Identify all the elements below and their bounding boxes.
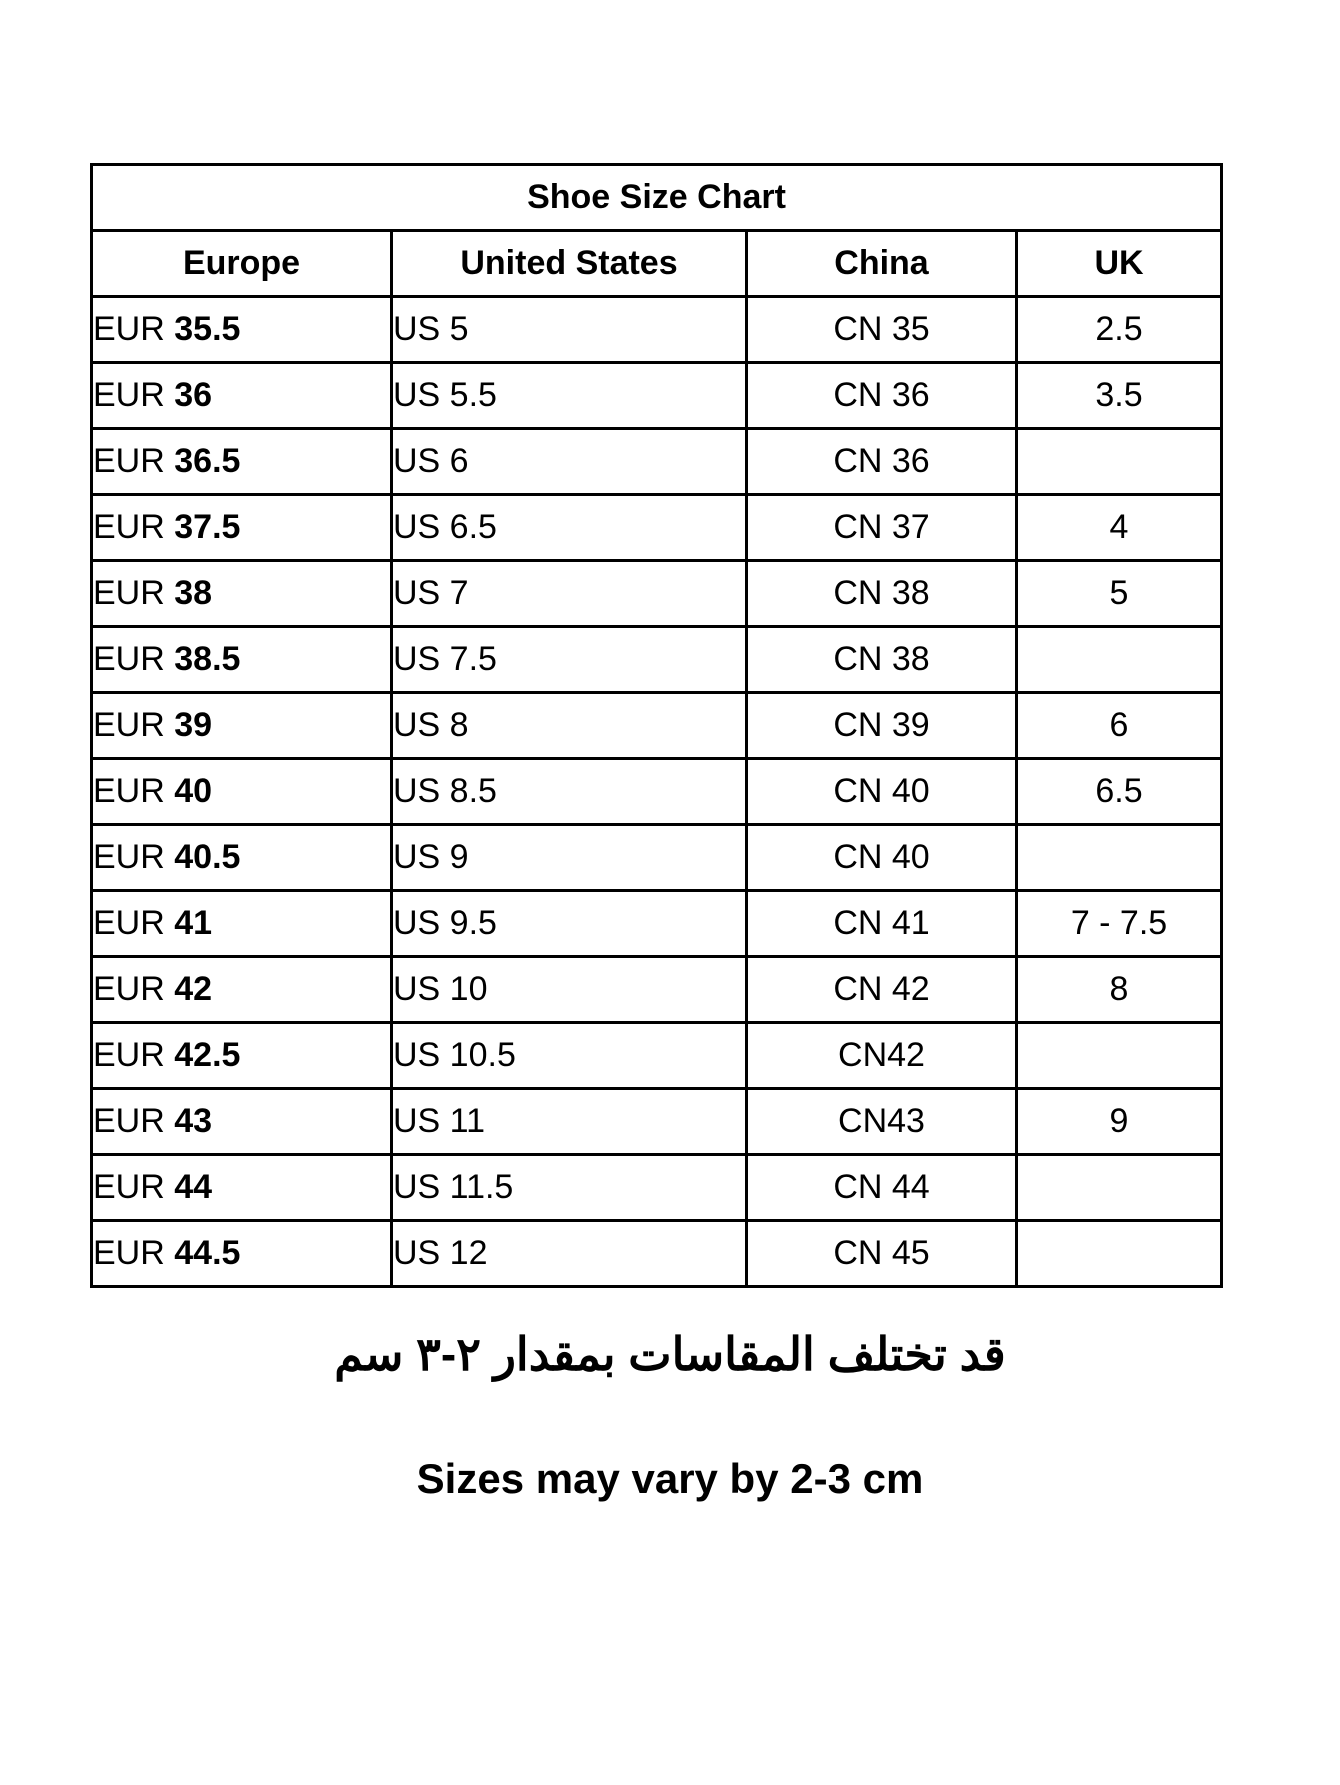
cell-europe	[92, 825, 392, 891]
table-row	[92, 297, 1222, 363]
table-body	[92, 297, 1222, 1287]
shoe-size-table	[90, 163, 1223, 1288]
europe-size: 36	[174, 376, 213, 414]
cell-cn: CN 41	[747, 891, 1017, 957]
table-row	[92, 561, 1222, 627]
europe-prefix: EUR	[93, 1102, 165, 1140]
cell-cn: CN42	[747, 1023, 1017, 1089]
europe-size: 38	[174, 574, 213, 612]
europe-size: 41	[174, 904, 213, 942]
cell-europe	[92, 1155, 392, 1221]
table-row	[92, 1089, 1222, 1155]
europe-size: 40.5	[174, 838, 241, 876]
cell-europe	[92, 561, 392, 627]
cell-cn: CN 38	[747, 627, 1017, 693]
cell-uk	[1017, 825, 1222, 891]
cell-uk: 9	[1017, 1089, 1222, 1155]
cell-us: US 9	[392, 825, 747, 891]
europe-size: 39	[174, 706, 213, 744]
cell-uk	[1017, 429, 1222, 495]
europe-prefix: EUR	[93, 706, 165, 744]
cell-europe	[92, 693, 392, 759]
table-row	[92, 495, 1222, 561]
table-header-row	[92, 231, 1222, 297]
cell-cn: CN 36	[747, 363, 1017, 429]
cell-europe	[92, 759, 392, 825]
europe-size: 37.5	[174, 508, 241, 546]
europe-prefix: EUR	[93, 640, 165, 678]
size-chart-container	[90, 163, 1220, 1288]
table-row	[92, 957, 1222, 1023]
cell-europe	[92, 363, 392, 429]
column-header-europe: Europe	[92, 231, 392, 297]
europe-prefix: EUR	[93, 1036, 165, 1074]
europe-size: 35.5	[174, 310, 241, 348]
europe-prefix: EUR	[93, 574, 165, 612]
cell-us: US 8	[392, 693, 747, 759]
europe-prefix: EUR	[93, 310, 165, 348]
chart-title: Shoe Size Chart	[92, 165, 1222, 231]
cell-uk	[1017, 1155, 1222, 1221]
cell-us: US 6.5	[392, 495, 747, 561]
cell-uk: 7 - 7.5	[1017, 891, 1222, 957]
note-english: Sizes may vary by 2-3 cm	[416, 1455, 924, 1502]
table-row	[92, 363, 1222, 429]
cell-cn: CN 37	[747, 495, 1017, 561]
cell-us: US 8.5	[392, 759, 747, 825]
cell-europe	[92, 957, 392, 1023]
table-row	[92, 1023, 1222, 1089]
europe-size: 44.5	[174, 1234, 241, 1272]
cell-us: US 5.5	[392, 363, 747, 429]
column-header-uk: UK	[1017, 231, 1222, 297]
cell-us: US 9.5	[392, 891, 747, 957]
cell-uk: 5	[1017, 561, 1222, 627]
table-row	[92, 1221, 1222, 1287]
cell-us: US 12	[392, 1221, 747, 1287]
cell-cn: CN 36	[747, 429, 1017, 495]
cell-uk	[1017, 1023, 1222, 1089]
cell-europe	[92, 429, 392, 495]
cell-us: US 10	[392, 957, 747, 1023]
cell-uk: 2.5	[1017, 297, 1222, 363]
europe-prefix: EUR	[93, 508, 165, 546]
europe-prefix: EUR	[93, 1234, 165, 1272]
table-row	[92, 759, 1222, 825]
cell-uk: 6	[1017, 693, 1222, 759]
cell-cn: CN 45	[747, 1221, 1017, 1287]
europe-size: 40	[174, 772, 213, 810]
cell-us: US 11	[392, 1089, 747, 1155]
cell-us: US 5	[392, 297, 747, 363]
table-row	[92, 627, 1222, 693]
cell-europe	[92, 495, 392, 561]
cell-uk	[1017, 627, 1222, 693]
cell-europe	[92, 627, 392, 693]
europe-prefix: EUR	[93, 772, 165, 810]
europe-prefix: EUR	[93, 1168, 165, 1206]
table-row	[92, 891, 1222, 957]
column-header-united-states: United States	[392, 231, 747, 297]
cell-europe	[92, 297, 392, 363]
cell-cn: CN 40	[747, 759, 1017, 825]
cell-uk: 8	[1017, 957, 1222, 1023]
cell-cn: CN 35	[747, 297, 1017, 363]
cell-uk: 3.5	[1017, 363, 1222, 429]
cell-europe	[92, 1221, 392, 1287]
table-row	[92, 693, 1222, 759]
cell-uk: 6.5	[1017, 759, 1222, 825]
europe-size: 43	[174, 1102, 213, 1140]
europe-size: 38.5	[174, 640, 241, 678]
cell-europe	[92, 1089, 392, 1155]
cell-cn: CN 39	[747, 693, 1017, 759]
table-row	[92, 1155, 1222, 1221]
europe-prefix: EUR	[93, 376, 165, 414]
table-row	[92, 429, 1222, 495]
table-head	[92, 165, 1222, 297]
table-row	[92, 825, 1222, 891]
europe-size: 36.5	[174, 442, 241, 480]
note-arabic: قد تختلف المقاسات بمقدار ٢-٣ سم	[334, 1328, 1006, 1380]
europe-size: 42.5	[174, 1036, 241, 1074]
cell-us: US 7.5	[392, 627, 747, 693]
column-header-china: China	[747, 231, 1017, 297]
cell-us: US 6	[392, 429, 747, 495]
cell-europe	[92, 1023, 392, 1089]
cell-cn: CN43	[747, 1089, 1017, 1155]
cell-us: US 11.5	[392, 1155, 747, 1221]
cell-europe	[92, 891, 392, 957]
cell-cn: CN 38	[747, 561, 1017, 627]
cell-uk	[1017, 1221, 1222, 1287]
cell-us: US 10.5	[392, 1023, 747, 1089]
cell-us: US 7	[392, 561, 747, 627]
europe-prefix: EUR	[93, 970, 165, 1008]
cell-cn: CN 40	[747, 825, 1017, 891]
europe-size: 44	[174, 1168, 213, 1206]
europe-size: 42	[174, 970, 213, 1008]
europe-prefix: EUR	[93, 838, 165, 876]
cell-uk: 4	[1017, 495, 1222, 561]
cell-cn: CN 42	[747, 957, 1017, 1023]
cell-cn: CN 44	[747, 1155, 1017, 1221]
table-title-row	[92, 165, 1222, 231]
europe-prefix: EUR	[93, 904, 165, 942]
europe-prefix: EUR	[93, 442, 165, 480]
